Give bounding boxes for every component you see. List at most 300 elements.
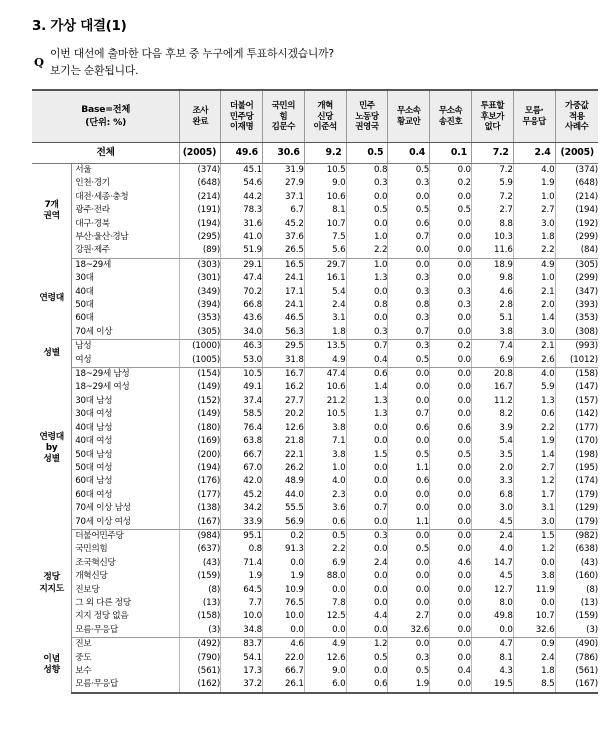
cell-value-5: 1.0 bbox=[346, 258, 388, 272]
table-row bbox=[32, 610, 598, 623]
cell-value-4: 13.5 bbox=[304, 340, 346, 354]
cell-value-9: 3.8 bbox=[513, 570, 555, 583]
cell-value-10: (195) bbox=[555, 462, 598, 475]
row-group-label: 7개 권역 bbox=[32, 163, 72, 258]
cell-value-1: (200) bbox=[180, 449, 221, 462]
cell-value-10: (786) bbox=[555, 652, 598, 665]
cell-value-10: (1012) bbox=[555, 354, 598, 368]
cell-value-9: 1.7 bbox=[513, 489, 555, 502]
cell-value-9: 1.4 bbox=[513, 449, 555, 462]
cell-value-10: (3) bbox=[555, 624, 598, 638]
cell-value-5: 1.0 bbox=[346, 231, 388, 244]
table-row bbox=[32, 340, 598, 354]
cell-value-2: 37.4 bbox=[221, 395, 263, 408]
cell-value-10: (179) bbox=[555, 489, 598, 502]
row-item-label: 부산·울산·경남 bbox=[75, 232, 129, 242]
cell-value-7: 0.6 bbox=[430, 422, 472, 435]
cell-value-10: (198) bbox=[555, 449, 598, 462]
table-row bbox=[32, 489, 598, 502]
row-item-label: 대구·경북 bbox=[75, 218, 110, 229]
cell-value-5: 0.7 bbox=[346, 340, 388, 354]
cell-value-3: 26.2 bbox=[262, 462, 304, 475]
row-item-label: 지지 정당 없음 bbox=[75, 611, 129, 622]
cell-value-1: (159) bbox=[180, 570, 221, 583]
cell-value-9: 1.0 bbox=[513, 272, 555, 285]
cell-value-4: 6.0 bbox=[304, 678, 346, 692]
cell-value-4: 29.7 bbox=[304, 258, 346, 272]
cell-value-3: 10.9 bbox=[262, 584, 304, 597]
cell-value-5: 1.3 bbox=[346, 395, 388, 408]
cell-value-7: 0.5 bbox=[430, 449, 472, 462]
cell-value-10: (353) bbox=[555, 312, 598, 325]
row-item-label: 국민의힘 bbox=[75, 544, 108, 555]
cell-value-6: 0.0 bbox=[388, 597, 430, 610]
row-item-label: 40대 bbox=[75, 286, 94, 297]
cell-value-3: 0.2 bbox=[262, 529, 304, 543]
row-item-label: 중도 bbox=[75, 652, 92, 663]
cell-value-5: 0.0 bbox=[346, 312, 388, 325]
cell-value-2: 43.6 bbox=[221, 312, 263, 325]
cell-value-9: 0.9 bbox=[513, 638, 555, 652]
header-col-6: 무소속 황교안 bbox=[388, 90, 430, 142]
cell-value-6: 0.6 bbox=[388, 475, 430, 488]
cell-value-2: 83.7 bbox=[221, 638, 263, 652]
table-row bbox=[32, 638, 598, 652]
cell-value-2: 71.4 bbox=[221, 557, 263, 570]
cell-value-4: 9.0 bbox=[304, 177, 346, 190]
cell-value-1: (138) bbox=[180, 502, 221, 515]
cell-value-1: (349) bbox=[180, 286, 221, 299]
cell-value-3: 56.3 bbox=[262, 326, 304, 340]
cell-value-5: 1.3 bbox=[346, 408, 388, 421]
total-value-6: 0.4 bbox=[388, 142, 430, 163]
table-row bbox=[32, 272, 598, 285]
cell-value-3: 22.0 bbox=[262, 652, 304, 665]
cell-value-5: 0.0 bbox=[346, 665, 388, 678]
cell-value-10: (147) bbox=[555, 381, 598, 394]
cell-value-8: 3.5 bbox=[471, 449, 513, 462]
cell-value-2: 66.8 bbox=[221, 299, 263, 312]
cell-value-10: (160) bbox=[555, 570, 598, 583]
table-row bbox=[32, 312, 598, 325]
table-row bbox=[32, 422, 598, 435]
header-col-7: 무소속 송진호 bbox=[430, 90, 472, 142]
cell-value-1: (984) bbox=[180, 529, 221, 543]
cell-value-2: 17.3 bbox=[221, 665, 263, 678]
cell-value-5: 0.6 bbox=[346, 678, 388, 692]
cell-value-9: 4.0 bbox=[513, 368, 555, 382]
table-row bbox=[32, 231, 598, 244]
row-item-label: 50대 여성 bbox=[75, 462, 113, 473]
cell-value-1: (492) bbox=[180, 638, 221, 652]
cell-value-4: 1.0 bbox=[304, 462, 346, 475]
cell-value-9: 32.6 bbox=[513, 624, 555, 638]
cell-value-1: (154) bbox=[180, 368, 221, 382]
cell-value-10: (993) bbox=[555, 340, 598, 354]
cell-value-4: 0.6 bbox=[304, 516, 346, 530]
cell-value-7: 0.0 bbox=[430, 191, 472, 204]
header-col-2: 더불어 민주당 이재명 bbox=[221, 90, 263, 142]
cell-value-10: (179) bbox=[555, 516, 598, 530]
cell-value-7: 0.0 bbox=[430, 570, 472, 583]
cell-value-1: (305) bbox=[180, 326, 221, 340]
cell-value-1: (149) bbox=[180, 408, 221, 421]
cell-value-7: 0.0 bbox=[430, 163, 472, 177]
table-row bbox=[32, 516, 598, 530]
cell-value-8: 6.9 bbox=[471, 354, 513, 368]
row-item-label: 60대 여성 bbox=[75, 489, 113, 500]
cell-value-8: 18.9 bbox=[471, 258, 513, 272]
total-row-label: 전체 bbox=[32, 142, 180, 163]
cell-value-1: (177) bbox=[180, 489, 221, 502]
cell-value-4: 10.6 bbox=[304, 381, 346, 394]
table-row bbox=[32, 191, 598, 204]
table-row bbox=[32, 570, 598, 583]
cell-value-4: 3.1 bbox=[304, 312, 346, 325]
cell-value-10: (490) bbox=[555, 638, 598, 652]
cell-value-10: (347) bbox=[555, 286, 598, 299]
cell-value-5: 0.0 bbox=[346, 218, 388, 231]
cell-value-6: 0.5 bbox=[388, 665, 430, 678]
cell-value-6: 0.3 bbox=[388, 652, 430, 665]
cell-value-6: 0.0 bbox=[388, 435, 430, 448]
cell-value-7: 0.0 bbox=[430, 529, 472, 543]
cell-value-3: 17.1 bbox=[262, 286, 304, 299]
cell-value-4: 3.8 bbox=[304, 422, 346, 435]
cell-value-8: 14.7 bbox=[471, 557, 513, 570]
cell-value-7: 0.0 bbox=[430, 368, 472, 382]
cell-value-2: 53.0 bbox=[221, 354, 263, 368]
cell-value-9: 4.0 bbox=[513, 163, 555, 177]
cell-value-3: 37.6 bbox=[262, 231, 304, 244]
cell-value-9: 1.9 bbox=[513, 435, 555, 448]
cell-value-6: 1.1 bbox=[388, 462, 430, 475]
row-item-label: 18~29세 남성 bbox=[75, 369, 130, 380]
cell-value-8: 2.4 bbox=[471, 529, 513, 543]
cell-value-4: 0.0 bbox=[304, 584, 346, 597]
cell-value-6: 1.1 bbox=[388, 516, 430, 530]
cell-value-10: (374) bbox=[555, 163, 598, 177]
cell-value-7: 0.0 bbox=[430, 381, 472, 394]
cell-value-9: 2.1 bbox=[513, 286, 555, 299]
cell-value-6: 2.7 bbox=[388, 610, 430, 623]
cell-value-4: 0.0 bbox=[304, 624, 346, 638]
cell-value-6: 0.7 bbox=[388, 408, 430, 421]
table-row bbox=[32, 286, 598, 299]
cell-value-3: 16.2 bbox=[262, 381, 304, 394]
cell-value-3: 26.5 bbox=[262, 244, 304, 258]
cell-value-10: (167) bbox=[555, 678, 598, 692]
cell-value-2: 64.5 bbox=[221, 584, 263, 597]
cell-value-3: 24.1 bbox=[262, 272, 304, 285]
cell-value-1: (1005) bbox=[180, 354, 221, 368]
cell-value-5: 0.0 bbox=[346, 191, 388, 204]
cell-value-8: 2.7 bbox=[471, 204, 513, 217]
cell-value-5: 4.4 bbox=[346, 610, 388, 623]
cell-value-7: 0.0 bbox=[430, 516, 472, 530]
row-item-label: 18~29세 bbox=[75, 259, 111, 270]
cell-value-3: 76.5 bbox=[262, 597, 304, 610]
cell-value-7: 0.4 bbox=[430, 665, 472, 678]
total-value-4: 9.2 bbox=[304, 142, 346, 163]
cell-value-7: 0.0 bbox=[430, 678, 472, 692]
cell-value-6: 0.0 bbox=[388, 638, 430, 652]
cell-value-3: 0.0 bbox=[262, 557, 304, 570]
cell-value-6: 0.0 bbox=[388, 489, 430, 502]
cell-value-7: 0.0 bbox=[430, 395, 472, 408]
cell-value-9: 1.4 bbox=[513, 312, 555, 325]
cell-value-1: (167) bbox=[180, 516, 221, 530]
total-value-2: 49.6 bbox=[221, 142, 263, 163]
cell-value-4: 8.1 bbox=[304, 204, 346, 217]
cell-value-3: 16.5 bbox=[262, 258, 304, 272]
cell-value-8: 12.7 bbox=[471, 584, 513, 597]
cell-value-2: 42.0 bbox=[221, 475, 263, 488]
cell-value-2: 29.1 bbox=[221, 258, 263, 272]
cell-value-9: 1.8 bbox=[513, 665, 555, 678]
header-col-8: 투표할 후보가 없다 bbox=[471, 90, 513, 142]
cell-value-9: 1.0 bbox=[513, 191, 555, 204]
row-item-label: 여성 bbox=[72, 354, 180, 368]
cell-value-3: 66.7 bbox=[262, 665, 304, 678]
cell-value-8: 2.0 bbox=[471, 462, 513, 475]
cell-value-2: 1.9 bbox=[221, 570, 263, 583]
cell-value-7: 0.0 bbox=[430, 610, 472, 623]
cell-value-10: (192) bbox=[555, 218, 598, 231]
row-group-label: 이념 성향 bbox=[32, 638, 72, 693]
cell-value-3: 12.6 bbox=[262, 422, 304, 435]
cell-value-2: 58.5 bbox=[221, 408, 263, 421]
table-row bbox=[32, 597, 598, 610]
cell-value-7: 0.5 bbox=[430, 204, 472, 217]
row-item-label: 진보당 bbox=[75, 584, 100, 595]
header-col-1: 조사 완료 bbox=[180, 90, 221, 142]
cell-value-2: 31.6 bbox=[221, 218, 263, 231]
row-item-label: 서울 bbox=[75, 164, 92, 175]
cell-value-6: 0.3 bbox=[388, 286, 430, 299]
cell-value-5: 0.5 bbox=[346, 204, 388, 217]
table-row bbox=[32, 502, 598, 515]
cell-value-9: 8.5 bbox=[513, 678, 555, 692]
cell-value-5: 0.0 bbox=[346, 543, 388, 556]
row-item-label: 강원·제주 bbox=[72, 244, 180, 258]
table-row bbox=[32, 665, 598, 678]
cell-value-4: 10.5 bbox=[304, 163, 346, 177]
cell-value-6: 0.0 bbox=[388, 557, 430, 570]
cell-value-3: 27.9 bbox=[262, 177, 304, 190]
cell-value-4: 4.0 bbox=[304, 475, 346, 488]
cell-value-10: (982) bbox=[555, 529, 598, 543]
cell-value-6: 32.6 bbox=[388, 624, 430, 638]
table-row bbox=[32, 678, 598, 692]
cell-value-1: (295) bbox=[180, 231, 221, 244]
cell-value-1: (89) bbox=[180, 244, 221, 258]
row-item-label: 18~29세 여성 bbox=[75, 382, 130, 393]
cell-value-3: 29.5 bbox=[262, 340, 304, 354]
cell-value-3: 27.7 bbox=[262, 395, 304, 408]
cell-value-5: 1.2 bbox=[346, 638, 388, 652]
table-row bbox=[32, 204, 598, 217]
cell-value-2: 51.9 bbox=[221, 244, 263, 258]
cell-value-7: 0.0 bbox=[430, 624, 472, 638]
cell-value-1: (637) bbox=[180, 543, 221, 556]
cell-value-10: (84) bbox=[555, 244, 598, 258]
cell-value-7: 0.0 bbox=[430, 231, 472, 244]
table-body bbox=[32, 142, 598, 692]
cell-value-7: 0.0 bbox=[430, 475, 472, 488]
cell-value-6: 0.3 bbox=[388, 340, 430, 354]
cell-value-8: 9.8 bbox=[471, 272, 513, 285]
cell-value-1: (353) bbox=[180, 312, 221, 325]
cell-value-4: 9.0 bbox=[304, 665, 346, 678]
cell-value-3: 10.0 bbox=[262, 610, 304, 623]
cell-value-8: 8.1 bbox=[471, 652, 513, 665]
header-row bbox=[32, 90, 598, 142]
cell-value-5: 0.4 bbox=[346, 354, 388, 368]
cell-value-4: 10.6 bbox=[304, 191, 346, 204]
cell-value-4: 2.4 bbox=[304, 299, 346, 312]
table-row bbox=[32, 244, 598, 258]
cell-value-6: 0.0 bbox=[388, 368, 430, 382]
cell-value-6: 0.6 bbox=[388, 218, 430, 231]
total-row bbox=[32, 142, 598, 163]
cell-value-8: 5.4 bbox=[471, 435, 513, 448]
cell-value-5: 0.0 bbox=[346, 489, 388, 502]
cell-value-8: 6.8 bbox=[471, 489, 513, 502]
cell-value-8: 49.8 bbox=[471, 610, 513, 623]
cell-value-10: (561) bbox=[555, 665, 598, 678]
table-row bbox=[32, 163, 598, 177]
cell-value-4: 47.4 bbox=[304, 368, 346, 382]
total-value-10: (2005) bbox=[555, 142, 598, 163]
cell-value-7: 0.3 bbox=[430, 286, 472, 299]
cell-value-2: 34.8 bbox=[221, 624, 263, 638]
cell-value-8: 3.3 bbox=[471, 475, 513, 488]
cell-value-8: 0.0 bbox=[471, 624, 513, 638]
cell-value-1: (194) bbox=[180, 462, 221, 475]
table-row bbox=[32, 624, 598, 638]
cell-value-2: 37.2 bbox=[221, 678, 263, 692]
question-block bbox=[34, 46, 592, 79]
row-group-label: 성별 bbox=[32, 340, 72, 368]
cell-value-1: (1000) bbox=[180, 340, 221, 354]
cell-value-8: 11.6 bbox=[471, 244, 513, 258]
cell-value-5: 0.0 bbox=[346, 597, 388, 610]
cell-value-1: (149) bbox=[180, 381, 221, 394]
cell-value-8: 4.0 bbox=[471, 543, 513, 556]
cell-value-7: 0.0 bbox=[430, 652, 472, 665]
cell-value-9: 1.2 bbox=[513, 475, 555, 488]
row-item-label: 그 외 다른 정당 bbox=[75, 597, 131, 608]
cell-value-9: 5.9 bbox=[513, 381, 555, 394]
cell-value-2: 41.0 bbox=[221, 231, 263, 244]
row-group-label: 연령대 by 성별 bbox=[32, 368, 72, 530]
row-item-label: 50대 남성 bbox=[75, 449, 113, 460]
cell-value-2: 45.1 bbox=[221, 163, 263, 177]
cell-value-10: (214) bbox=[555, 191, 598, 204]
row-item-label: 모름·무응답 bbox=[72, 678, 180, 692]
cell-value-3: 1.9 bbox=[262, 570, 304, 583]
table-row bbox=[32, 258, 598, 272]
cell-value-7: 0.0 bbox=[430, 354, 472, 368]
cell-value-9: 1.3 bbox=[513, 395, 555, 408]
table-row bbox=[32, 177, 598, 190]
cell-value-10: (393) bbox=[555, 299, 598, 312]
cell-value-1: (214) bbox=[180, 191, 221, 204]
cell-value-5: 0.5 bbox=[346, 652, 388, 665]
cell-value-10: (129) bbox=[555, 502, 598, 515]
cell-value-1: (374) bbox=[180, 163, 221, 177]
cell-value-4: 3.6 bbox=[304, 502, 346, 515]
total-value-9: 2.4 bbox=[513, 142, 555, 163]
cell-value-9: 1.5 bbox=[513, 529, 555, 543]
cell-value-5: 0.0 bbox=[346, 475, 388, 488]
cell-value-1: (43) bbox=[180, 557, 221, 570]
row-item-label: 40대 여성 bbox=[75, 436, 113, 447]
page-title: 3. 가상 대결(1) bbox=[32, 18, 127, 34]
cell-value-2: 10.0 bbox=[221, 610, 263, 623]
cell-value-6: 0.5 bbox=[388, 204, 430, 217]
cell-value-4: 12.6 bbox=[304, 652, 346, 665]
cell-value-7: 0.0 bbox=[430, 258, 472, 272]
row-item-label: 40대 남성 bbox=[75, 422, 113, 433]
table-row bbox=[32, 435, 598, 448]
cell-value-1: (169) bbox=[180, 435, 221, 448]
cell-value-4: 3.8 bbox=[304, 449, 346, 462]
question-text bbox=[50, 46, 334, 79]
cell-value-2: 54.1 bbox=[221, 652, 263, 665]
row-item-label: 50대 bbox=[75, 300, 94, 311]
cell-value-5: 1.5 bbox=[346, 449, 388, 462]
cell-value-9: 0.0 bbox=[513, 557, 555, 570]
cell-value-10: (142) bbox=[555, 408, 598, 421]
cell-value-2: 76.4 bbox=[221, 422, 263, 435]
cell-value-9: 2.7 bbox=[513, 204, 555, 217]
table-row bbox=[32, 368, 598, 382]
cell-value-1: (180) bbox=[180, 422, 221, 435]
cell-value-4: 16.1 bbox=[304, 272, 346, 285]
cell-value-4: 88.0 bbox=[304, 570, 346, 583]
cell-value-2: 10.5 bbox=[221, 368, 263, 382]
cell-value-10: (177) bbox=[555, 422, 598, 435]
cell-value-3: 31.8 bbox=[262, 354, 304, 368]
cell-value-4: 1.8 bbox=[304, 326, 346, 340]
cell-value-8: 16.7 bbox=[471, 381, 513, 394]
cell-value-10: (170) bbox=[555, 435, 598, 448]
header-col-5: 민주 노동당 권영국 bbox=[346, 90, 388, 142]
cell-value-1: (191) bbox=[180, 204, 221, 217]
cell-value-5: 0.3 bbox=[346, 529, 388, 543]
cell-value-5: 0.0 bbox=[346, 516, 388, 530]
cell-value-2: 63.8 bbox=[221, 435, 263, 448]
cell-value-5: 1.4 bbox=[346, 381, 388, 394]
cell-value-2: 44.2 bbox=[221, 191, 263, 204]
cell-value-8: 11.2 bbox=[471, 395, 513, 408]
cell-value-2: 95.1 bbox=[221, 529, 263, 543]
cell-value-2: 67.0 bbox=[221, 462, 263, 475]
cell-value-3: 26.1 bbox=[262, 678, 304, 692]
cell-value-5: 0.0 bbox=[346, 584, 388, 597]
row-item-label: 70세 이상 여성 bbox=[72, 516, 180, 530]
table-row bbox=[32, 326, 598, 340]
table-header bbox=[32, 90, 598, 142]
row-item-label: 보수 bbox=[75, 666, 92, 676]
header-col-3: 국민의 힘 김문수 bbox=[262, 90, 304, 142]
cell-value-5: 0.7 bbox=[346, 502, 388, 515]
table-row bbox=[32, 299, 598, 312]
cell-value-6: 0.0 bbox=[388, 244, 430, 258]
cell-value-6: 0.0 bbox=[388, 502, 430, 515]
